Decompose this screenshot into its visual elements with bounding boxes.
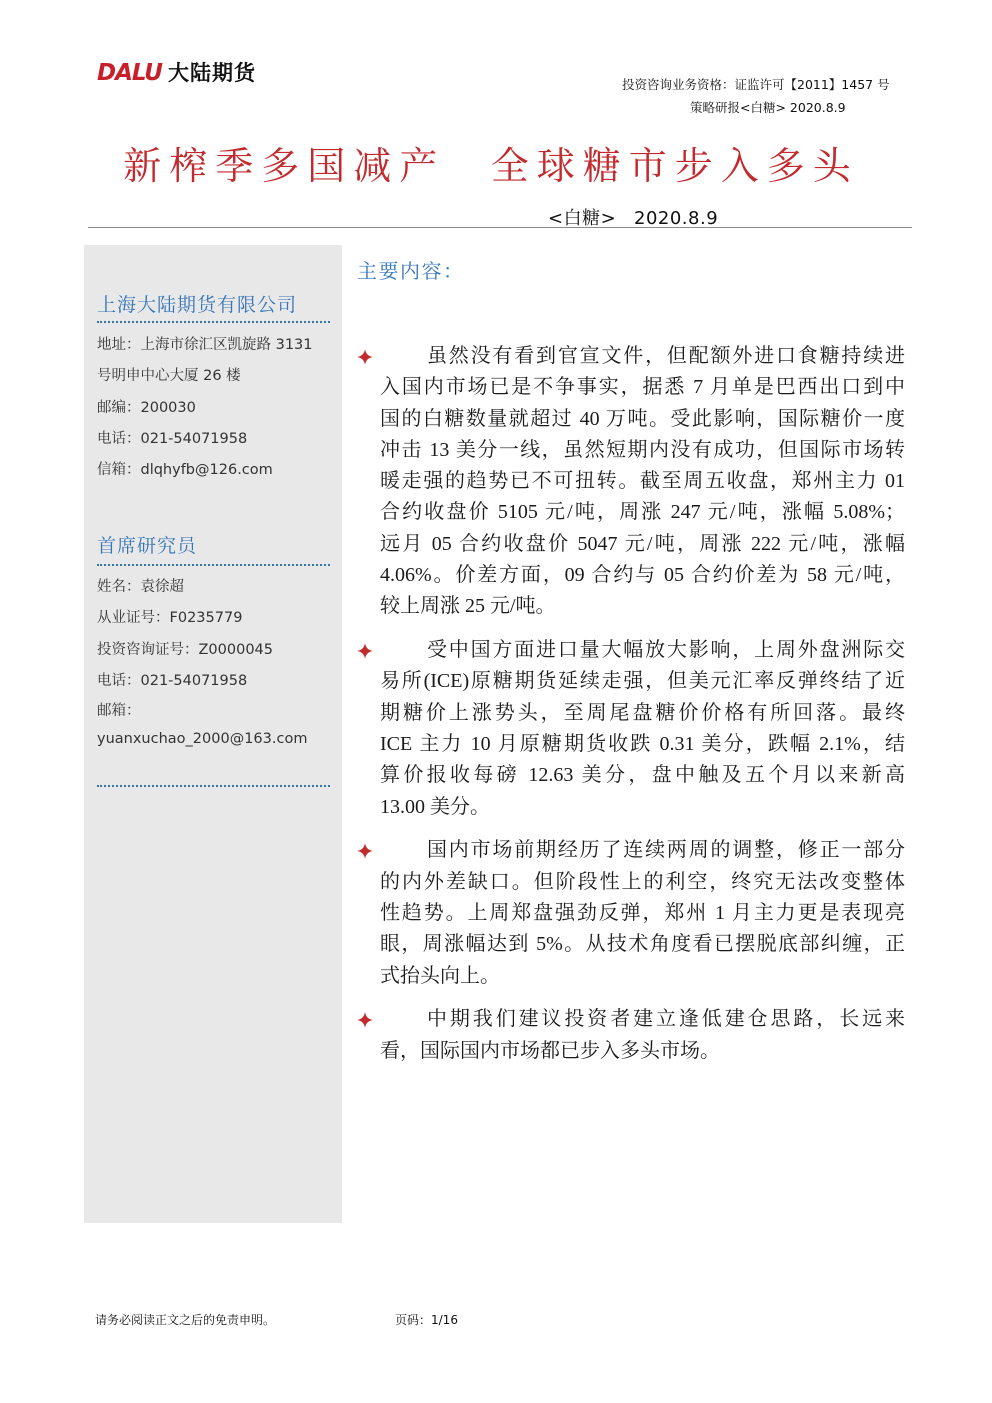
subtitle-date: 2020.8.9 [634,208,719,229]
star-bullet-icon [357,349,373,365]
bullet-paragraph-2 [380,635,905,823]
analyst-email-label: 邮箱： [97,703,141,720]
company-heading: 上海大陆期货有限公司 [97,294,298,316]
paragraph-line: 中期我们建议投资者建立逢低建仓思路，长远来 [427,1008,905,1031]
logo-text: 大陆期货 [167,61,256,85]
bullet-paragraph-3 [380,835,905,991]
analyst-license: 从业证号：F0235779 [97,610,243,627]
qualification-line: 投资咨询业务资格：证监许可【2011】1457 号 [622,77,890,92]
paragraph-line: 4.06%。价差方面，09 合约与 05 合约价差为 58 元/吨， [380,564,905,587]
company-address-line-2: 号明申中心大厦 26 楼 [97,368,241,385]
report-type-line: 策略研报<白糖> 2020.8.9 [690,100,846,115]
paragraph-line: 眼，周涨幅达到 5%。从技术角度看已摆脱底部纠缠，正 [380,933,905,956]
paragraph-line: 国的白糖数量就超过 40 万吨。受此影响，国际糖价一度 [380,407,905,430]
main-heading: 主要内容： [357,259,465,283]
paragraph-line: 算价报收每磅 12.63 美分，盘中触及五个月以来新高 [380,764,905,787]
header-divider [88,227,912,228]
logo [97,60,256,86]
paragraph-line: ICE 主力 10 月原糖期货收跌 0.31 美分，跌幅 2.1%，结 [380,733,905,756]
star-bullet-icon [357,643,373,659]
star-bullet-icon [357,1012,373,1028]
analyst-info [97,572,337,753]
paragraph-line: 性趋势。上周郑盘强劲反弹，郑州 1 月主力更是表现亮 [380,902,905,925]
bullet-paragraph-1 [380,341,905,623]
paragraph-line: 国内市场前期经历了连续两周的调整，修正一部分 [427,839,905,862]
analyst-name: 姓名：袁徐超 [97,579,184,595]
company-email: 信箱：dlqhyfb@126.com [97,462,273,479]
footer-disclaimer: 请务必阅读正文之后的免责申明。 [95,1313,276,1327]
report-title: 新榨季多国减产 全球糖市步入多头 [123,146,859,188]
analyst-heading: 首席研究员 [97,535,198,557]
paragraph-line: 易所(ICE)原糖期货延续走强，但美元汇率反弹终结了近 [380,670,905,693]
company-divider [97,321,330,323]
analyst-advisory-license: 投资咨询证号：Z0000045 [97,641,274,658]
paragraph-line: 式抬头向上。 [380,964,500,987]
paragraph-line: 冲击 13 美分一线，虽然短期内没有成功，但国际市场转 [380,438,905,461]
paragraph-line: 暖走强的趋势已不可扭转。截至周五收盘，郑州主力 01 [380,470,905,493]
paragraph-line: 的内外差缺口。但阶段性上的利空，终究无法改变整体 [380,870,905,893]
paragraph-line: 13.00 美分。 [380,795,490,818]
main-content [380,341,905,1080]
subtitle-category: <白糖> [548,208,617,229]
company-postcode: 邮编：200030 [97,399,196,416]
sidebar [84,245,342,1223]
logo-mark: DALU [97,60,162,86]
company-address-line-1: 地址：上海市徐汇区凯旋路 3131 [97,337,313,353]
analyst-email: yuanxuchao_2000@163.com [97,731,308,748]
paragraph-line: 期糖价上涨势头，至周尾盘糖价价格有所回落。最终 [380,701,905,724]
paragraph-line: 看，国际国内市场都已步入多头市场。 [380,1039,720,1062]
paragraph-line: 受中国方面进口量大幅放大影响，上周外盘洲际交 [427,639,905,662]
bullet-paragraph-4 [380,1004,905,1067]
paragraph-line: 入国内市场已是不争事实，据悉 7 月单是巴西出口到中 [380,376,905,399]
company-info [97,330,337,486]
page-number: 页码：1/16 [395,1313,458,1327]
paragraph-line: 较上周涨 25 元/吨。 [380,595,556,618]
analyst-phone: 电话：021-54071958 [97,672,248,689]
sidebar-bottom-divider [97,785,330,787]
paragraph-line: 虽然没有看到官宣文件，但配额外进口食糖持续进 [427,345,905,367]
paragraph-line: 远月 05 合约收盘价 5047 元/吨，周涨 222 元/吨，涨幅 [380,532,905,555]
company-phone: 电话：021-54071958 [97,430,248,447]
analyst-divider [97,564,330,566]
paragraph-line: 合约收盘价 5105 元/吨，周涨 247 元/吨，涨幅 5.08%； [380,501,905,524]
star-bullet-icon [357,843,373,859]
